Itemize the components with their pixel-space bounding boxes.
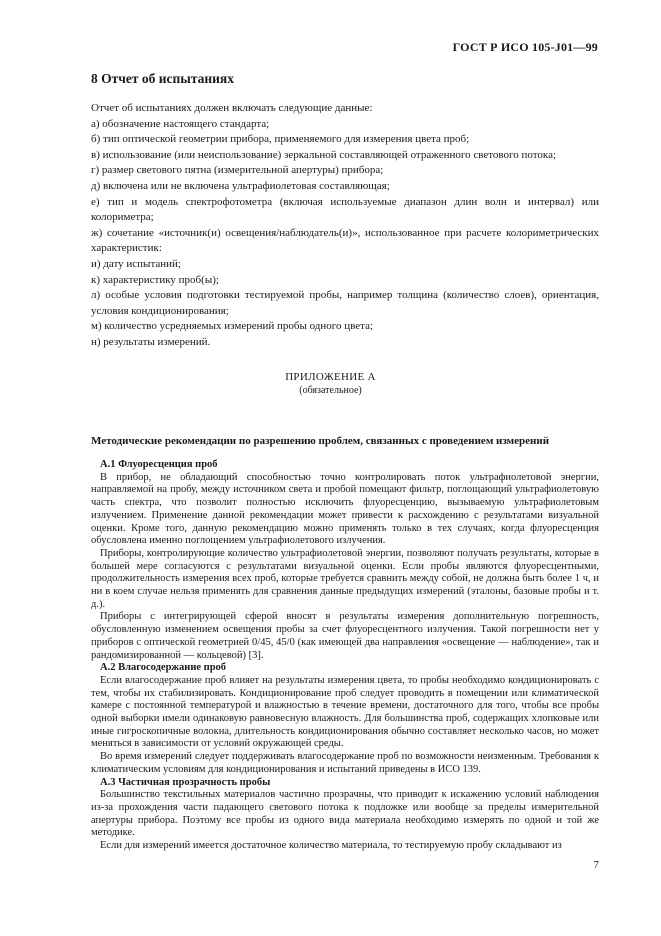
subsection-title-a3: А.3 Частичная прозрачность пробы [100, 776, 271, 788]
paragraph: Если для измерений имеется достаточное количество материала, то тестируемую пробу складывают из [100, 840, 562, 852]
subsection-title-a1: А.1 Флуоресценция проб [100, 459, 218, 470]
list-item: и) дату испытаний; [91, 257, 181, 270]
list-item: д) включена или не включена ультрафиолетовая составляющая; [91, 179, 390, 192]
appendix-title: ПРИЛОЖЕНИЕ А [285, 371, 376, 383]
paragraph: В прибор, не обладающий способностью точно контролировать поток ультрафиолетовой энергии, направляемой на пробу, между источником света и пробой помещают фильтр, поглощающий ультрафиолетовую часть спектра, что позволит полностью исключить флуоресценцию, вызываемую ультрафиолетовым излучением. Применение данной рекомендации может привести к расхождению с результатами визуальной оценки. Кроме того, данную рекомендацию можно применять только в тех случаях, когда флуоресценция обусловлена именно поглощением ультрафиолетового излучения. [91, 471, 599, 547]
subsection-title-a2: А.2 Влагосодержание проб [100, 662, 227, 674]
list-item: в) использование (или неиспользование) зеркальной составляющей отраженного светового потока; [91, 148, 557, 161]
appendix-body [91, 459, 599, 853]
paragraph: Приборы, контролирующие количество ультрафиолетовой энергии, позволяют получать результаты, которые в большей мере согласуются с результатами визуальной оценки. Если пробы являются флуоресцентными, продолжительность измерения всех проб, которые требуется сравнить между собой, не должна быть более 1 ч, и ни в коем случае нельзя применять для сравнения данные предыдущих измерений (эталоны, базовые пробы и т. д.). [91, 547, 599, 610]
page-number: 7 [593, 859, 599, 871]
section-8-body [91, 101, 599, 351]
list-item: н) результаты измерений. [91, 335, 211, 348]
list-item: ж) сочетание «источник(и) освещения/наблюдатель(и)», использованное при расчете колориметрических характеристик: [91, 226, 599, 255]
paragraph: Во время измерений следует поддерживать влагосодержание проб по возможности неизменным. Требования к климатическим условиям для кондиционирования и испытаний приведены в ИСО 139. [91, 751, 599, 775]
paragraph: Если влагосодержание проб влияет на результаты измерения цвета, то пробы необходимо кондиционировать с тем, чтобы их стабилизировать. Кондиционирование проб следует проводить в помещении или климатической камере с постоянной температурой и влажностью в течение времени, достаточного для того, чтобы все пробы одной выборки имели одинаковую равновесную влажность. Для большинства проб, содержащих хлопковые или иные гигроскопичные волокна, длительность кондиционирования обычно составляет несколько часов, но может меняться в зависимости от условий окружающей среды. [91, 674, 599, 750]
list-item: е) тип и модель спектрофотометра (включая используемые диапазон длин волн и интервал) или колориметра; [91, 195, 599, 224]
list-item: к) характеристику проб(ы); [91, 273, 219, 286]
list-item: г) размер светового пятна (измерительной апертуры) прибора; [91, 164, 384, 177]
appendix-subtitle: (обязательное) [299, 385, 362, 396]
section-8-intro: Отчет об испытаниях должен включать следующие данные: [91, 102, 373, 114]
paragraph: Большинство текстильных материалов частично прозрачны, что приводит к искажению условий наблюдения из-за прохождения части падающего светового потока к подложке или вообще за пределы измерительной апертуры прибора. Поэтому все пробы из одного вида материала необходимо измерять по одной и той же методике. [91, 789, 599, 839]
list-item: а) обозначение настоящего стандарта; [91, 117, 270, 130]
appendix-heading: Методические рекомендации по разрешению проблем, связанных с проведением измерений [91, 435, 550, 447]
document-header: ГОСТ Р ИСО 105-J01—99 [452, 40, 598, 54]
section-8-title: 8 Отчет об испытаниях [91, 71, 234, 86]
paragraph: Приборы с интегрирующей сферой вносят в результаты измерения дополнительную погрешность, обусловленную изменением освещения пробы за счет флуоресцентного излучения. Такой погрешности нет у приборов с оптической геометрией 0/45, 45/0 (как имеющей два направления «освещение — наблюдение», так и рандомизированной — кольцевой) [3]. [91, 611, 599, 661]
list-item: б) тип оптической геометрии прибора, применяемого для измерения цвета проб; [91, 133, 470, 146]
list-item: л) особые условия подготовки тестируемой пробы, например толщина (количество слоев), ориентация, условия кондиционирования; [91, 289, 599, 317]
list-item: м) количество усредняемых измерений пробы одного цвета; [91, 320, 374, 333]
